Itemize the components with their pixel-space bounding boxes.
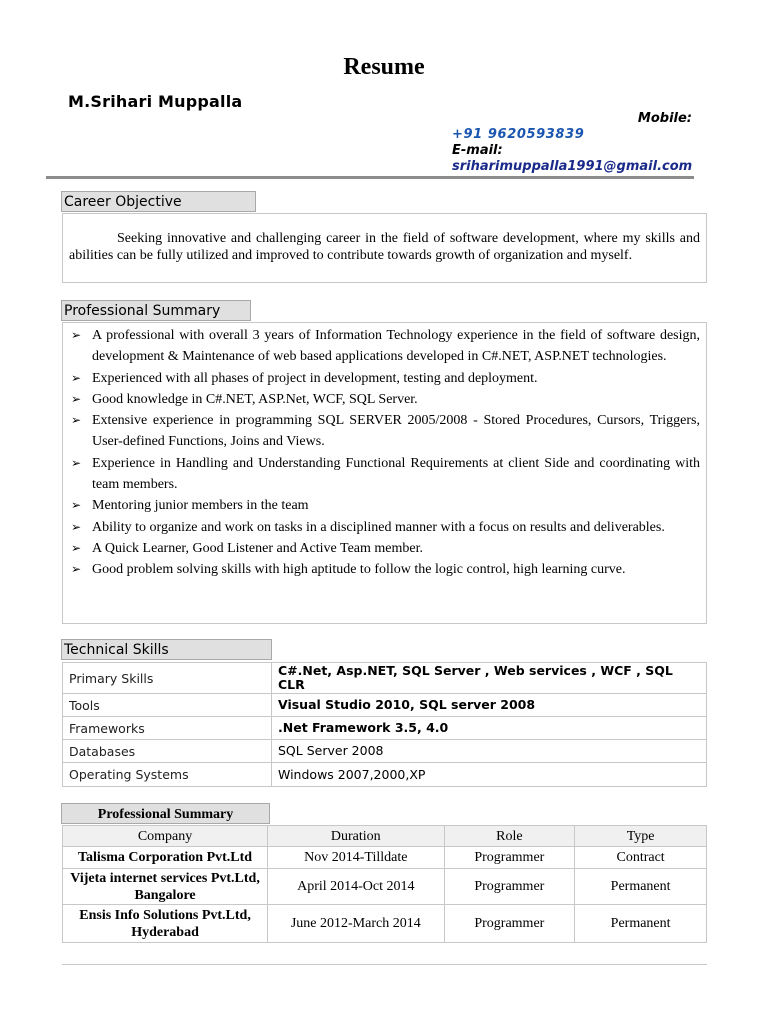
skill-category: Frameworks bbox=[63, 717, 272, 740]
email-address: sriharimuppalla1991@gmail.com bbox=[452, 159, 693, 174]
experience-heading: Professional Summary bbox=[61, 803, 270, 824]
career-objective-text: Seeking innovative and challenging career in the field of software development, where my skills and abilities can be fully utilized and improved to contribute towards growth of organization and myself. bbox=[69, 231, 700, 263]
summary-item-text: Ability to organize and work on tasks in a disciplined manner with a focus on results and deliverables. bbox=[92, 519, 665, 535]
skill-category: Databases bbox=[63, 740, 272, 763]
document-title: Resume bbox=[343, 54, 425, 80]
experience-role: Programmer bbox=[444, 847, 575, 869]
experience-duration: June 2012-March 2014 bbox=[268, 905, 444, 943]
skills-row bbox=[63, 694, 707, 717]
footer-divider bbox=[62, 964, 707, 965]
arrow-bullet-icon: ➢ bbox=[71, 519, 82, 534]
summary-item bbox=[71, 559, 700, 580]
experience-type: Permanent bbox=[575, 905, 707, 943]
skill-value: Windows 2007,2000,XP bbox=[272, 763, 707, 787]
skills-row bbox=[63, 763, 707, 787]
arrow-bullet-icon: ➢ bbox=[71, 540, 82, 555]
skill-value: C#.Net, Asp.NET, SQL Server , Web services , WCF , SQL CLR bbox=[272, 663, 707, 694]
arrow-bullet-icon: ➢ bbox=[71, 455, 82, 470]
experience-column-header: Role bbox=[444, 826, 575, 847]
mobile-number: +91 9620593839 bbox=[452, 127, 585, 142]
arrow-bullet-icon: ➢ bbox=[71, 498, 82, 513]
summary-item-text: Experienced with all phases of project in development, testing and deployment. bbox=[92, 370, 538, 386]
career-objective-box bbox=[62, 213, 707, 283]
experience-company: Vijeta internet services Pvt.Ltd, Bangalore bbox=[63, 869, 268, 905]
arrow-bullet-icon: ➢ bbox=[71, 391, 82, 406]
experience-role: Programmer bbox=[444, 905, 575, 943]
experience-column-header: Duration bbox=[268, 826, 444, 847]
skills-row bbox=[63, 740, 707, 763]
experience-column-header: Company bbox=[63, 826, 268, 847]
skills-row bbox=[63, 717, 707, 740]
technical-skills-heading: Technical Skills bbox=[61, 639, 272, 660]
summary-item-text: A Quick Learner, Good Listener and Active Team member. bbox=[92, 540, 423, 556]
professional-summary-box bbox=[62, 322, 707, 624]
summary-item bbox=[71, 410, 700, 453]
skill-value: .Net Framework 3.5, 4.0 bbox=[272, 717, 707, 740]
arrow-bullet-icon: ➢ bbox=[71, 370, 82, 385]
arrow-bullet-icon: ➢ bbox=[71, 328, 82, 342]
experience-row bbox=[63, 905, 707, 943]
header-divider bbox=[46, 176, 694, 179]
arrow-bullet-icon: ➢ bbox=[71, 562, 82, 577]
summary-item-text: Extensive experience in programming SQL SERVER 2005/2008 - Stored Procedures, Cursors, Triggers, User-defined Functions, Joins and Views. bbox=[92, 413, 700, 450]
mobile-label: Mobile: bbox=[637, 111, 692, 126]
experience-company: Talisma Corporation Pvt.Ltd bbox=[63, 847, 268, 869]
candidate-name: M.Srihari Muppalla bbox=[68, 92, 243, 111]
summary-item bbox=[71, 453, 700, 496]
summary-item-text: Mentoring junior members in the team bbox=[92, 498, 309, 514]
summary-item-text: Experience in Handling and Understanding Functional Requirements at client Side and coordinating with team members. bbox=[92, 455, 700, 493]
experience-role: Programmer bbox=[444, 869, 575, 905]
skill-value: Visual Studio 2010, SQL server 2008 bbox=[272, 694, 707, 717]
summary-item bbox=[71, 538, 700, 559]
experience-type: Contract bbox=[575, 847, 707, 869]
summary-item bbox=[71, 389, 700, 410]
experience-company: Ensis Info Solutions Pvt.Ltd, Hyderabad bbox=[63, 905, 268, 943]
contact-block bbox=[452, 111, 702, 175]
professional-summary-heading: Professional Summary bbox=[61, 300, 251, 321]
summary-item-text: A professional with overall 3 years of Information Technology experience in the field of software design, development & Maintenance of web based applications developed in C#.NET, ASP.NET technologies. bbox=[92, 328, 700, 365]
email-label: E-mail: bbox=[452, 143, 503, 158]
skill-category: Operating Systems bbox=[63, 763, 272, 787]
experience-row bbox=[63, 847, 707, 869]
summary-item bbox=[71, 325, 700, 368]
professional-summary-list bbox=[63, 323, 706, 581]
summary-item-text: Good problem solving skills with high aptitude to follow the logic control, high learning curve. bbox=[92, 562, 626, 578]
arrow-bullet-icon: ➢ bbox=[71, 413, 82, 428]
skills-row bbox=[63, 663, 707, 694]
summary-item-text: Good knowledge in C#.NET, ASP.Net, WCF, SQL Server. bbox=[92, 391, 418, 407]
career-objective-heading: Career Objective bbox=[61, 191, 256, 212]
summary-item bbox=[71, 368, 700, 389]
experience-duration: April 2014-Oct 2014 bbox=[268, 869, 444, 905]
skill-category: Tools bbox=[63, 694, 272, 717]
experience-type: Permanent bbox=[575, 869, 707, 905]
skill-value: SQL Server 2008 bbox=[272, 740, 707, 763]
skill-category: Primary Skills bbox=[63, 663, 272, 694]
experience-row bbox=[63, 869, 707, 905]
experience-table bbox=[62, 825, 707, 943]
technical-skills-table bbox=[62, 662, 707, 787]
experience-duration: Nov 2014-Tilldate bbox=[268, 847, 444, 869]
experience-column-header: Type bbox=[575, 826, 707, 847]
summary-item bbox=[71, 517, 700, 538]
summary-item bbox=[71, 495, 700, 516]
